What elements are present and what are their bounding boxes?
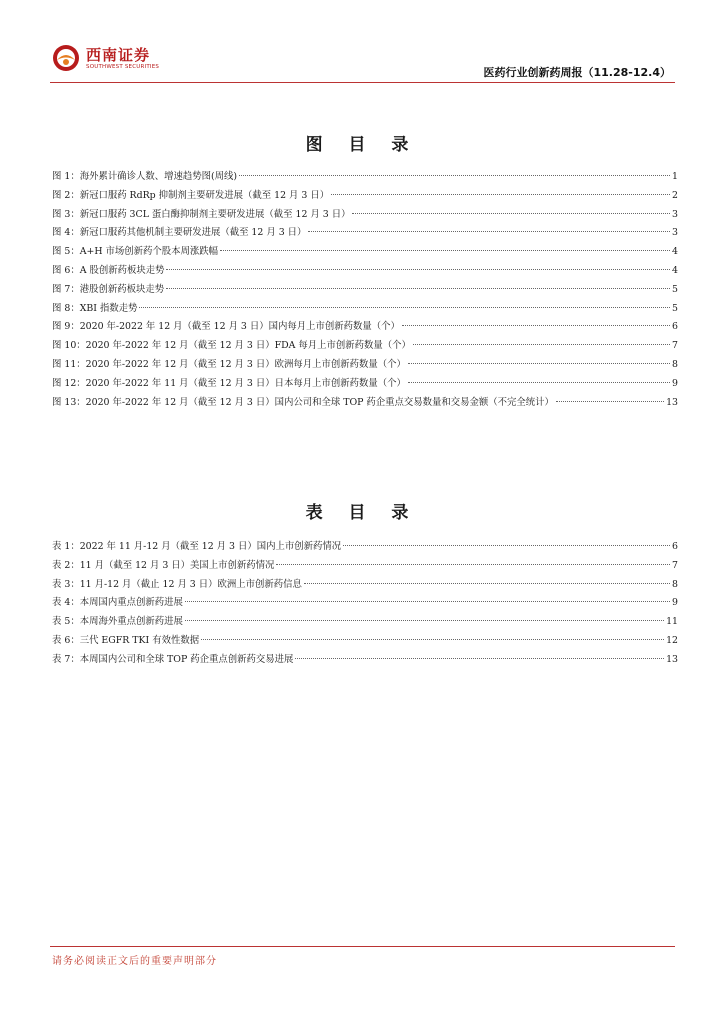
table-entry-page: 6	[672, 541, 678, 552]
leader-dots	[408, 382, 670, 383]
leader-dots	[408, 363, 670, 364]
leader-dots	[331, 194, 670, 195]
figure-entry-page: 5	[672, 302, 678, 314]
table-entry-label: 表 5：本周海外重点创新药进展	[52, 616, 183, 628]
figure-entry-label: 图 6：A 股创新药板块走势	[52, 264, 165, 276]
figure-toc-entry[interactable]	[52, 206, 678, 225]
figure-entry-label: 图 4：新冠口服药其他机制主要研发进展（截至 12 月 3 日）	[52, 227, 307, 239]
company-logo	[52, 42, 202, 78]
table-entry-page: 8	[672, 578, 678, 590]
page-header	[50, 38, 675, 82]
figure-entry-label: 图 2：新冠口服药 RdRp 抑制剂主要研发进展（截至 12 月 3 日）	[52, 189, 330, 201]
leader-dots	[556, 401, 664, 402]
table-toc-entry[interactable]	[52, 632, 678, 651]
table-entry-label: 表 1：2022 年 11 月-12 月（截至 12 月 3 日）国内上市创新药情况	[52, 541, 342, 552]
header-divider	[50, 82, 675, 83]
table-toc-entry[interactable]	[52, 651, 678, 670]
tables-toc-title: 表 目 录	[305, 503, 419, 523]
figure-entry-label: 图 5：A+H 市场创新药个股本周涨跌幅	[52, 246, 218, 258]
leader-dots	[201, 639, 664, 640]
figure-entry-label: 图 9：2020 年-2022 年 12 月（截至 12 月 3 日）国内每月上市创新药数量（个）	[52, 321, 400, 333]
leader-dots	[304, 583, 670, 584]
table-toc-entry[interactable]	[52, 613, 678, 632]
logo-chinese-name: 西南证券	[86, 46, 151, 64]
leader-dots	[352, 213, 670, 214]
table-entry-page: 7	[672, 559, 678, 571]
table-toc-entry[interactable]	[52, 594, 678, 613]
figure-entry-page: 9	[672, 377, 678, 389]
footer-divider	[50, 946, 675, 947]
figure-entry-page: 7	[672, 340, 678, 352]
figures-toc-title: 图 目 录	[305, 135, 419, 155]
leader-dots	[166, 288, 670, 289]
table-toc-entry[interactable]	[52, 557, 678, 576]
figure-toc-entry[interactable]	[52, 394, 678, 413]
figure-toc-entry[interactable]	[52, 300, 678, 319]
figure-toc-entry[interactable]	[52, 187, 678, 206]
table-entry-page: 13	[666, 653, 678, 665]
figure-entry-label: 图 11：2020 年-2022 年 12 月（截至 12 月 3 日）欧洲每月上市创新药数量（个）	[52, 358, 406, 370]
figure-entry-label: 图 3：新冠口服药 3CL 蛋白酶抑制剂主要研发进展（截至 12 月 3 日）	[52, 208, 351, 220]
figure-toc-entry[interactable]	[52, 337, 678, 356]
figure-entry-page: 5	[672, 283, 678, 295]
table-entry-page: 9	[672, 597, 678, 609]
table-toc-entry[interactable]	[52, 576, 678, 595]
leader-dots	[185, 620, 664, 621]
figure-entry-label: 图 12：2020 年-2022 年 11 月（截至 12 月 3 日）日本每月上市创新药数量（个）	[52, 377, 406, 389]
figures-toc-list	[52, 168, 678, 412]
figure-entry-page: 3	[672, 227, 678, 239]
figure-toc-entry[interactable]	[52, 262, 678, 281]
leader-dots	[166, 269, 670, 270]
figure-toc-entry[interactable]	[52, 318, 678, 337]
figure-toc-entry[interactable]	[52, 243, 678, 262]
table-entry-label: 表 7：本周国内公司和全球 TOP 药企重点创新药交易进展	[52, 653, 294, 665]
figure-entry-page: 1	[672, 171, 678, 182]
figure-entry-page: 6	[672, 321, 678, 333]
figure-entry-page: 2	[672, 189, 678, 201]
footer-disclaimer: 请务必阅读正文后的重要声明部分	[52, 956, 217, 967]
leader-dots	[308, 231, 670, 232]
figure-entry-page: 13	[666, 396, 678, 408]
figure-entry-page: 4	[672, 246, 678, 258]
leader-dots	[220, 250, 670, 251]
table-entry-page: 11	[666, 616, 678, 628]
figure-toc-entry[interactable]	[52, 375, 678, 394]
logo-emblem-icon	[52, 44, 80, 72]
table-entry-label: 表 4：本周国内重点创新药进展	[52, 597, 183, 609]
figure-toc-entry[interactable]	[52, 281, 678, 300]
table-entry-label: 表 2：11 月（截至 12 月 3 日）美国上市创新药情况	[52, 559, 275, 571]
tables-toc-list	[52, 538, 678, 670]
figure-entry-label: 图 8：XBI 指数走势	[52, 302, 138, 314]
figure-entry-page: 3	[672, 208, 678, 220]
logo-english-name: SOUTHWEST SECURITIES	[86, 64, 160, 70]
table-entry-label: 表 3：11 月-12 月（截止 12 月 3 日）欧洲上市创新药信息	[52, 578, 302, 590]
table-toc-entry[interactable]	[52, 538, 678, 557]
table-entry-page: 12	[666, 634, 678, 646]
leader-dots	[343, 545, 670, 546]
figure-toc-entry[interactable]	[52, 224, 678, 243]
figure-entry-label: 图 7：港股创新药板块走势	[52, 283, 165, 295]
report-title: 医药行业创新药周报（11.28-12.4）	[483, 66, 671, 79]
table-entry-label: 表 6：三代 EGFR TKI 有效性数据	[52, 634, 200, 646]
figure-entry-label: 图 13：2020 年-2022 年 12 月（截至 12 月 3 日）国内公司和全球 TOP 药企重点交易数量和交易金额（不完全统计）	[52, 396, 554, 408]
leader-dots	[413, 344, 670, 345]
leader-dots	[139, 307, 670, 308]
leader-dots	[402, 325, 670, 326]
leader-dots	[276, 564, 670, 565]
figure-entry-label: 图 10：2020 年-2022 年 12 月（截至 12 月 3 日）FDA 每月上市创新药数量（个）	[52, 340, 411, 352]
figure-entry-page: 8	[672, 358, 678, 370]
leader-dots	[185, 601, 670, 602]
leader-dots	[295, 658, 664, 659]
figure-toc-entry[interactable]	[52, 356, 678, 375]
leader-dots	[239, 175, 670, 176]
figure-toc-entry[interactable]	[52, 168, 678, 187]
figure-entry-label: 图 1：海外累计确诊人数、增速趋势图(周线)	[52, 171, 238, 182]
figure-entry-page: 4	[672, 264, 678, 276]
